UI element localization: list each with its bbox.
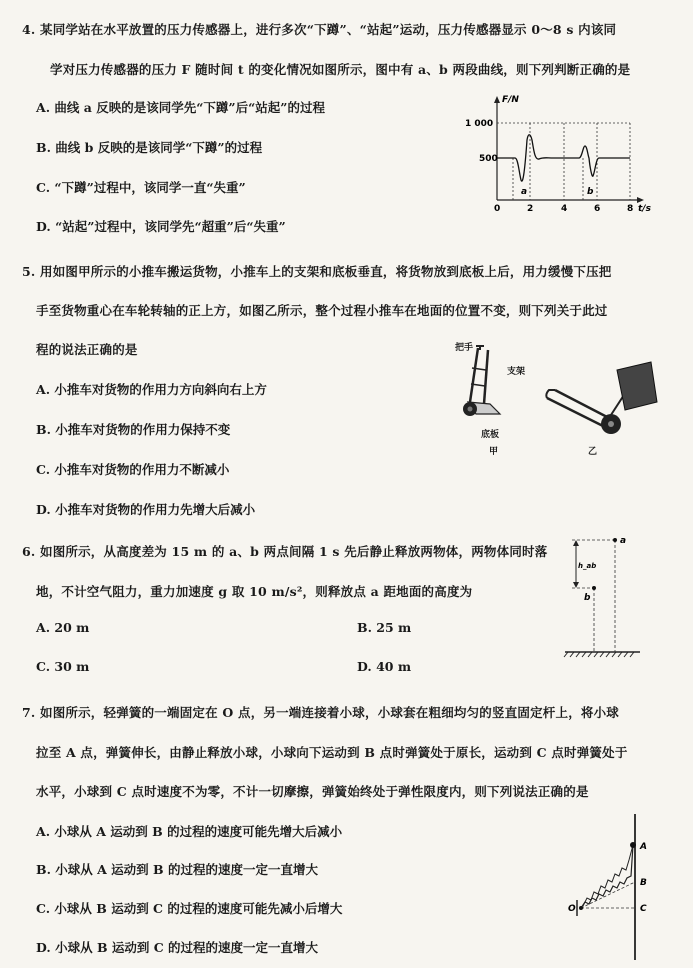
q4-xtick-6: 6 (594, 204, 601, 214)
q5-option-b[interactable]: B. 小推车对货物的作用力保持不变 (36, 422, 231, 437)
q7-spring-rod-figure (565, 812, 665, 962)
q7-option-d[interactable]: D. 小球从 B 运动到 C 的过程的速度一定一直增大 (36, 940, 319, 955)
q4-stem-line-2: 学对压力传感器的压力 F 随时间 t 的变化情况如图所示，图中有 a、b 两段曲线，则下列判断正确的是 (50, 62, 631, 77)
q5-stem-line-2: 手至货物重心在车轮转轴的正上方，如图乙所示，整个过程小推车在地面的位置不变，则下列关于此过 (36, 303, 608, 318)
q5-label-handle: 把手 (455, 343, 474, 353)
q7-label-c: C (640, 904, 647, 914)
q5-label-frame: 支架 (507, 367, 526, 377)
q7-label-b: B (640, 878, 647, 888)
q6-option-b[interactable]: B. 25 m (357, 620, 412, 635)
q5-stem-line-3: 程的说法正确的是 (36, 342, 138, 357)
q4-option-b[interactable]: B. 曲线 b 反映的是该同学“下蹲”的过程 (36, 140, 263, 155)
q4-xtick-2: 2 (527, 204, 534, 214)
q5-cart-figure-yi (545, 360, 665, 440)
q4-ytick-500: 500 (479, 154, 498, 164)
q6-option-a[interactable]: A. 20 m (36, 620, 90, 635)
q5-option-d[interactable]: D. 小推车对货物的作用力先增大后减小 (36, 502, 256, 517)
q7-option-b[interactable]: B. 小球从 A 运动到 B 的过程的速度一定一直增大 (36, 862, 318, 877)
q4-ylabel: F/N (502, 95, 519, 105)
q5-option-c[interactable]: C. 小推车对货物的作用力不断减小 (36, 462, 230, 477)
q6-option-c[interactable]: C. 30 m (36, 659, 90, 674)
q4-option-d[interactable]: D. “站起”过程中，该同学先“超重”后“失重” (36, 219, 286, 234)
q5-stem-line-1: 5. 用如图甲所示的小推车搬运货物，小推车上的支架和底板垂直，将货物放到底板上后，用力缓慢下压把 (22, 264, 612, 279)
q6-label-b: b (584, 593, 591, 603)
q4-stem-line-1: 4. 某同学站在水平放置的压力传感器上，进行多次“下蹲”、“站起”运动，压力传感器显示 0～8 s 内该同 (22, 22, 617, 37)
q4-xtick-0: 0 (494, 204, 501, 214)
q6-stem-line-1: 6. 如图所示，从高度差为 15 m 的 a、b 两点间隔 1 s 先后静止释放两物体，两物体同时落 (22, 544, 548, 559)
q5-label-base: 底板 (481, 430, 500, 440)
q4-curve-label-a: a (521, 187, 528, 197)
q4-xtick-8: 8 (627, 204, 634, 214)
q5-label-jia: 甲 (489, 447, 499, 457)
q7-stem-line-3: 水平，小球到 C 点时速度不为零，不计一切摩擦，弹簧始终处于弹性限度内，则下列说法正确的是 (36, 784, 589, 799)
q7-stem-line-2: 拉至 A 点，弹簧伸长，由静止释放小球，小球向下运动到 B 点时弹簧处于原长，运动到 C 点时弹簧处于 (36, 745, 628, 760)
q7-option-a[interactable]: A. 小球从 A 运动到 B 的过程的速度可能先增大后减小 (36, 824, 343, 839)
q5-option-a[interactable]: A. 小推车对货物的作用力方向斜向右上方 (36, 382, 267, 397)
q4-option-c[interactable]: C. “下蹲”过程中，该同学一直“失重” (36, 180, 246, 195)
q6-option-d[interactable]: D. 40 m (357, 659, 412, 674)
q6-label-a: a (620, 536, 627, 546)
q4-force-time-graph (455, 88, 660, 218)
q4-ytick-1000: 1 000 (465, 119, 494, 129)
q6-label-h: h_ab (578, 562, 597, 570)
q6-drop-height-figure (560, 530, 650, 665)
q7-stem-line-1: 7. 如图所示，轻弹簧的一端固定在 O 点，另一端连接着小球，小球套在粗细均匀的竖直固定杆上，将小球 (22, 705, 619, 720)
q4-xlabel: t/s (638, 204, 651, 214)
q7-label-a: A (640, 842, 647, 852)
q4-option-a[interactable]: A. 曲线 a 反映的是该同学先“下蹲”后“站起”的过程 (36, 100, 325, 115)
q4-xtick-4: 4 (561, 204, 568, 214)
q6-stem-line-2: 地，不计空气阻力，重力加速度 g 取 10 m/s²，则释放点 a 距地面的高度为 (36, 584, 473, 599)
q5-label-yi: 乙 (588, 447, 598, 457)
q7-option-c[interactable]: C. 小球从 B 运动到 C 的过程的速度可能先减小后增大 (36, 901, 343, 916)
q7-label-o: O (568, 904, 576, 914)
q4-curve-label-b: b (587, 187, 594, 197)
